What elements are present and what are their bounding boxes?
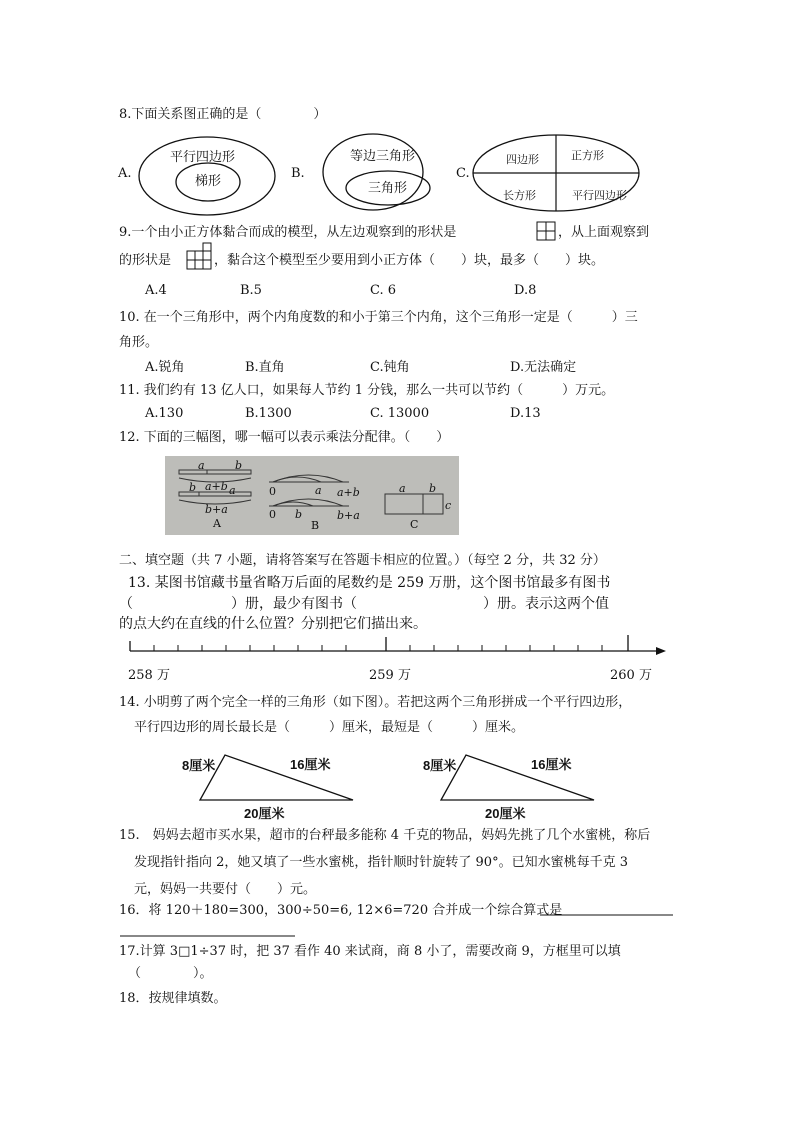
q12-a-a: a [229,484,236,497]
q12-label-a: A [213,517,221,530]
q9-line2-end: ，黏合这个模型至少要用到小正方体（ ）块，最多（ ）块。 [214,253,605,268]
q14-right-side3: 20厘米 [485,806,526,821]
q9-line1-end: ，从上面观察到 [558,225,650,240]
q12-b-zero1: 0 [269,485,276,498]
q13-line1: 13. 某图书馆藏书量省略万后面的尾数约是 259 万册，这个图书馆最多有图书 [128,575,611,591]
q8-b-outer-label: 等边三角形 [350,149,416,164]
q12-b-ab: a+b [337,486,360,499]
q13-tick-258: 258 万 [128,668,170,683]
q12-c-c: c [445,499,452,512]
q14-right-side2: 16厘米 [531,757,572,772]
q8-option-b[interactable]: B. [291,166,305,181]
q10-option-d[interactable]: D.无法确定 [510,360,577,375]
q8-a-inner-label: 梯形 [195,174,222,189]
q13-number-line [130,635,666,655]
q13-line3: 的点大约在直线的什么位置？分别把它们描出来。 [119,616,427,632]
q12-a-mid: a+b [205,480,228,493]
q12-a-top-a: a [198,459,205,472]
q15-line2: 发现指针指向 2，她又填了一些水蜜桃，指针顺时针旋转了 90°。已知水蜜桃每千克 3 [134,855,628,870]
q11-option-b[interactable]: B.1300 [245,406,292,421]
q13-tick-260: 260 万 [610,668,652,683]
q13-line2: （ ）册，最少有图书（ ）册。表示这两个值 [119,596,609,612]
q12-c-b: b [429,482,437,495]
q10-option-b[interactable]: B.直角 [245,360,285,375]
q8-option-a[interactable]: A. [118,166,132,181]
q9-option-c[interactable]: C. 6 [370,283,397,298]
q8-c-tr-label: 正方形 [571,149,604,162]
q14-left-side2: 16厘米 [290,757,331,772]
q14-right-side1: 8厘米 [423,758,457,773]
q14-line2: 平行四边形的周长最长是（ ）厘米，最短是（ ）厘米。 [134,720,525,735]
q8-b-inner-label: 三角形 [368,181,408,196]
q12-b-zero2: 0 [269,508,276,521]
q12-label-b: B [311,519,320,532]
q8-a-outer-label: 平行四边形 [170,150,236,165]
q12-b-b: b [295,508,303,521]
q10-option-a[interactable]: A.锐角 [145,360,185,375]
q12-label-c: C [410,518,419,531]
q8-stem: 8.下面关系图正确的是（ ） [119,107,327,122]
q9-left-view-icon [537,222,555,240]
q12-stem: 12. 下面的三幅图，哪一幅可以表示乘法分配律。（ ） [119,430,450,445]
q10-line2: 角形。 [119,335,159,350]
q11-option-d[interactable]: D.13 [510,406,541,421]
q15-line1: 15. 妈妈去超市买水果，超市的台秤最多能称 4 千克的物品，妈妈先挑了几个水蜜桃，称后 [119,828,651,843]
q11-option-c[interactable]: C. 13000 [370,406,430,421]
q13-tick-259: 259 万 [369,668,411,683]
q9-line2-start: 的形状是 [119,253,172,268]
q9-option-b[interactable]: B.5 [240,283,262,298]
q9-option-a[interactable]: A.4 [145,283,167,298]
q17-line1: 17.计算 3□1÷37 时，把 37 看作 40 来试商，商 8 小了，需要改商 9，方框里可以填 [119,944,621,959]
q12-a-bot: b+a [205,503,228,516]
q17-line2: （ ）。 [128,966,213,981]
q18-stem: 18．按规律填数。 [119,991,227,1006]
q8-c-tl-label: 四边形 [506,153,539,166]
q12-b-ba: b+a [337,509,360,522]
q10-line1: 10. 在一个三角形中，两个内角度数的和小于第三个内角，这个三角形一定是（ ）三 [119,310,638,325]
q14-line1: 14. 小明剪了两个完全一样的三角形（如下图）。若把这两个三角形拼成一个平行四边形， [119,695,632,710]
q12-a-top-b: b [235,459,243,472]
q12-b-a: a [315,484,322,497]
q8-c-br-label: 平行四边形 [572,189,627,202]
q12-a-b: b [189,481,197,494]
q14-left-side3: 20厘米 [244,806,285,821]
q8-c-bl-label: 长方形 [503,189,536,202]
q12-figure-photo [165,456,459,535]
q11-stem: 11. 我们约有 13 亿人口，如果每人节约 1 分钱，那么一共可以节约（ ）万元。 [119,383,615,398]
q11-option-a[interactable]: A.130 [145,406,184,421]
q16-stem: 16．将 120＋180=300，300÷50=6, 12×6=720 合并成一个综合算式是 [119,903,563,918]
q10-option-c[interactable]: C.钝角 [370,360,410,375]
q15-line3: 元，妈妈一共要付（ ）元。 [134,882,317,897]
q9-line1: 9.一个由小正方体黏合而成的模型，从左边观察到的形状是 [119,225,457,240]
q14-left-side1: 8厘米 [182,758,216,773]
q8-option-c[interactable]: C. [456,166,470,181]
q9-top-view-icon [187,243,211,269]
q9-option-d[interactable]: D.8 [514,283,537,298]
q12-c-a: a [399,482,406,495]
section-2-heading: 二、填空题（共 7 小题，请将答案写在答题卡相应的位置。）（每空 2 分，共 32 分） [119,553,606,568]
